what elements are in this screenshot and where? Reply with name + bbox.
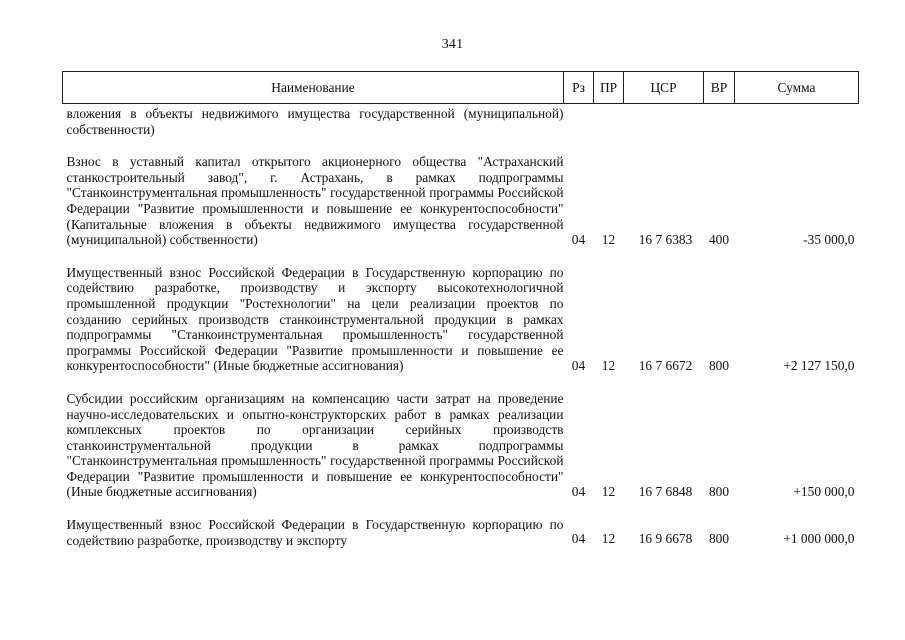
row-csr bbox=[624, 104, 704, 138]
row-vr: 800 bbox=[708, 531, 730, 547]
row-vr bbox=[704, 104, 735, 138]
row-pr: 12 bbox=[601, 531, 616, 547]
row-name: Субсидии российским организациям на компенсацию части затрат на проведение научно-исследовательских и опытно-конструкторских работ в рамках реализации комплексных проектов по организации серийных производств станкоинструментальной продукции в рамках подпрограммы "Станкоинструментальная промышленность" государственной программы Российской Федерации "Развитие промышленности и повышение ее конкурентоспособности" (Иные бюджетные ассигнования) bbox=[66, 390, 564, 500]
row-vr: 800 bbox=[708, 358, 730, 374]
table-row bbox=[63, 154, 859, 248]
budget-table bbox=[62, 71, 859, 548]
table-row bbox=[63, 104, 859, 138]
row-pr: 12 bbox=[601, 358, 616, 374]
row-spacer bbox=[63, 248, 859, 265]
table-row bbox=[63, 391, 859, 500]
row-spacer bbox=[63, 137, 859, 154]
row-name: Взнос в уставный капитал открытого акционерного общества "Астраханский станкостроительный завод", г. Астрахань, в рамках подпрограммы "Станкоинструментальная промышленность" государственной программы Российской Федерации "Развитие промышленности и повышение ее конкурентоспособности" (Капитальные вложения в объекты недвижимого имущества государственной (муниципальной) собственности) bbox=[66, 154, 564, 248]
row-csr: 16 7 6672 bbox=[638, 358, 693, 374]
row-csr: 16 7 6383 bbox=[638, 232, 693, 248]
row-pr bbox=[594, 104, 624, 138]
row-name: Имущественный взнос Российской Федерации в Государственную корпорацию по содействию разработке, производству и экспорту высокотехнологичной промышленной продукции "Ростехнологии" на цели реализации проектов по созданию серийных производств станкоинструментальной продукции в рамках подпрограммы "Станкоинструментальная промышленность" государственной программы Российской Федерации "Развитие промышленности и повышение ее конкурентоспособности" (Иные бюджетные ассигнования) bbox=[66, 264, 564, 374]
row-sum bbox=[735, 104, 859, 138]
header-vr: ВР bbox=[704, 72, 735, 104]
table-row bbox=[63, 265, 859, 374]
table-header bbox=[63, 72, 859, 104]
row-spacer bbox=[63, 500, 859, 517]
row-sum: -35 000,0 bbox=[803, 232, 855, 248]
header-pr: ПР bbox=[594, 72, 624, 104]
row-csr: 16 9 6678 bbox=[638, 531, 693, 547]
row-rz: 04 bbox=[571, 531, 586, 547]
row-rz bbox=[564, 104, 594, 138]
row-sum: +150 000,0 bbox=[793, 484, 855, 500]
row-pr: 12 bbox=[601, 232, 616, 248]
table-row bbox=[63, 517, 859, 548]
row-vr: 800 bbox=[708, 484, 730, 500]
row-rz: 04 bbox=[571, 484, 586, 500]
row-sum: +2 127 150,0 bbox=[783, 358, 855, 374]
row-spacer bbox=[63, 374, 859, 391]
header-csr: ЦСР bbox=[624, 72, 704, 104]
header-name: Наименование bbox=[63, 72, 564, 104]
row-rz: 04 bbox=[571, 358, 586, 374]
row-name: Имущественный взнос Российской Федерации в Государственную корпорацию по содействию разработке, производству и экспорту bbox=[66, 517, 564, 548]
row-rz: 04 bbox=[571, 232, 586, 248]
row-sum: +1 000 000,0 bbox=[783, 531, 855, 547]
row-name: вложения в объекты недвижимого имущества государственной (муниципальной) собственности) bbox=[66, 106, 564, 137]
row-vr: 400 bbox=[708, 232, 730, 248]
row-csr: 16 7 6848 bbox=[638, 484, 693, 500]
row-pr: 12 bbox=[601, 484, 616, 500]
header-sum: Сумма bbox=[735, 72, 859, 104]
header-rz: Рз bbox=[564, 72, 594, 104]
table-body bbox=[63, 104, 859, 549]
page-number: 341 bbox=[441, 37, 464, 52]
